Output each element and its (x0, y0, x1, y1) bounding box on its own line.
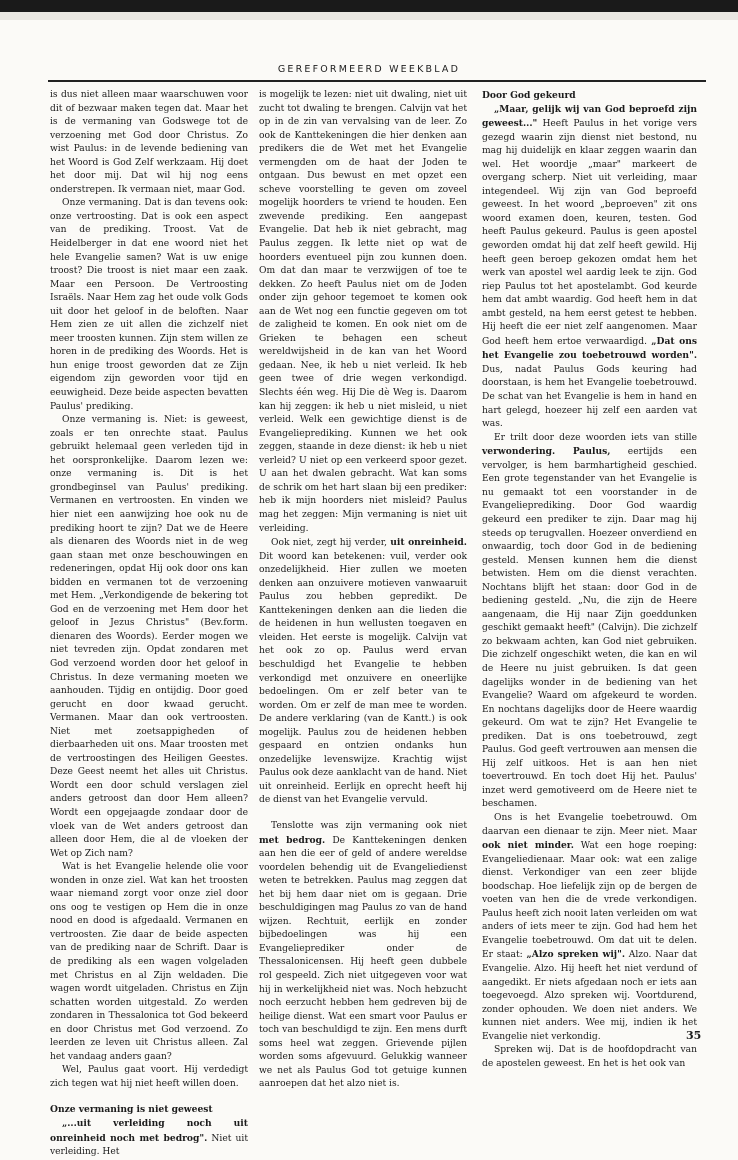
text: Niet uit verleiding. Het (50, 1133, 248, 1158)
journal-title: GEREFORMEERD WEEKBLAD (277, 64, 461, 75)
spacer (50, 1091, 248, 1103)
paragraph (482, 103, 697, 432)
paragraph: is mogelijk te lezen: niet uit dwaling, niet uit zucht tot dwaling te brengen. Calvijn vat het op in de zin van vervalsing van de leer. Zo ook de Kanttekeningen die hier denken aan predikers die de Wet met het Evangelie vermengden om de haat der Joden te ontgaan. Dus bewust en met opzet een scheve voorstelling te geven om zoveel mogelijk hoorders te vriend te houden. Een zwevende prediking. Een aangepast Evangelie. Dat heb ik niet gebracht, mag Paulus zeggen. Ik lette niet op wat de hoorders eventueel pijn zou kunnen doen. Om dat dan maar te verzwijgen of toe te dekken. Zo heeft Paulus niet om de Joden onder zijn gehoor tegemoet te komen ook aan de Wet nog een functie gegeven om tot de zaligheid te komen. En ook niet om de Grieken te behagen een scheut wereldwijsheid in de kan van het Woord gedaan. Nee, ik heb u niet verleid. Ik heb geen twee of drie wegen verkondigd. Slechts één weg. Hij Die dè Weg is. Daarom kan hij zeggen: ik heb u niet misleid, u niet verleid. Welk een gewichtige dienst is de Evangelieprediking. Kunnen we het ook zeggen, staande in deze dienst: ik heb u niet verleid? U niet op een verkeerd spoor gezet. U aan het dwalen gebracht. Wat kan soms de schrik om het hart slaan bij een prediker: heb ik mijn hoorders niet misleid? Paulus mag het zeggen: Mijn vermaning is niet uit verleiding. (259, 90, 467, 534)
paragraph: Wat is het Evangelie helende olie voor wonden in onze ziel. Wat kan het troosten waar niemand zorgt voor onze ziel door ons oog te vestigen op Hem die in onze nood en dood is afgedaald. Vermanen en vertroosten. Zie daar de beide aspecten van de prediking naar de Schrift. Daar is de prediking als een wagen volgeladen met Christus en al Zijn weldaden. Die wagen wordt uitgeladen. Christus en Zijn schatten worden uitgestald. Zo werden zondaren in Thessalonica tot God bekeerd en door Christus met God verzoend. Zo leerden ze leven uit Christus alleen. Zal het vandaag anders gaan? (50, 862, 248, 1062)
text: Tenslotte was zijn vermaning ook niet (271, 820, 467, 831)
text: Er trilt door deze woorden iets van stille (494, 432, 697, 443)
paragraph: Spreken wij. Dat is de hoofdopdracht van de apostelen geweest. En het is het ook van (482, 1045, 697, 1069)
bold-text: „Maar, gelijk wij van God beproefd zijn geweest..." (482, 103, 697, 130)
text: De Kanttekeningen denken aan hen die eer of geld of andere wereldse voordelen behendig uit de Evangeliedienst weten te betrekken. Paulus mag zeggen dat het bij hem daar niet om is gegaan. Drie beschuldigingen mag Paulus zo van de hand wijzen. Rechtuit, eerlijk en zonder bijbedoelingen was hij een Evangelieprediker onder de Thessalonicensen. Hij heeft geen dubbele rol gespeeld. Zich niet uitgegeven voor wat hij in werkelijkheid niet was. Noch hebzucht noch eerzucht hebben hem gedreven bij de heilige dienst. Wat een smart voor Paulus er toch van beschuldigd te zijn. Een mens durft soms heel wat zeggen. Grievende pijlen worden soms afgevuurd. Gelukkig wanneer we net als Paulus God tot getuige kunnen aanroepen dat het alzo niet is. (259, 835, 467, 1090)
column-1 (50, 89, 248, 1160)
paragraph (259, 820, 467, 1092)
text: eertijds een vervolger, is hem barmhartigheid geschied. Een grote tegenstander van het Evangelie is nu gemaakt tot een voorstander in de Evangelieprediking. Door God waardig gekeurd een prediker te zijn. Daar mag hij steeds op terugvallen. Hoezeer onverdiend en onwaardig, toch door God in de bediening gesteld. Mensen kunnen hem die dienst betwisten. Hem om die dienst verachten. Nochtans blijft het staan: door God in de bediening gesteld. „Nu, die zijn de Heere aangenaam, die Hij naar Zijn goeddunken geschikt gemaakt heeft" (Calvijn). Die zichzelf zo bekwaam achten, kan God niet gebruiken. Die zichzelf ongeschikt weten, die kan en wil de Heere nu juist gebruiken. Is dat geen dagelijks wonder in de bediening van het Evangelie? Waard om afgekeurd te worden. En nochtans dagelijks door de Heere waardig gekeurd. Om wat te zijn? Het Evangelie te prediken. Dat is ons toebetrouwd, zegt Paulus. God geeft vertrouwen aan mensen die Hij zelf uitkoos. Het is aan hen niet toevertrouwd. En toch doet Hij het. Paulus' inzet werd gemotiveerd om de Heere niet te beschamen. (482, 447, 697, 810)
column-2 (259, 89, 467, 1092)
paragraph (50, 1117, 248, 1160)
top-edge-shadow (0, 12, 738, 20)
bold-text: uit onreinheid. (390, 537, 467, 549)
bold-text: verwondering. Paulus, (482, 446, 611, 458)
column-3 (482, 89, 697, 1071)
text: Dus, nadat Paulus Gods keuring had doorstaan, is hem het Evangelie toebetrouwd. De schat van het Evangelie is hem in hand en hart gelegd, hoezeer hij zelf een aarden vat was. (482, 364, 697, 430)
bold-text: „Alzo spreken wij". (526, 949, 626, 961)
text: Ons is het Evangelie toebetrouwd. Om daarvan een dienaar te zijn. Meer niet. Maar (482, 812, 697, 837)
paragraph: is dus niet alleen maar waarschuwen voor dit of bezwaar maken tegen dat. Maar het is de vermaning van Godswege tot de verzoening met God door Christus. Zo wist Paulus: in de levende bediening van het Woord is God Zelf werkzaam. Hij doet het door mij. Dat wil hij nog eens onderstrepen. Ik vermaan niet, maar God. (50, 90, 248, 195)
paragraph: Onze vermaning. Dat is dan tevens ook: onze vertroosting. Dat is ook een aspect van de prediking. Troost. Vat de Heidelberger in dat ene woord niet het hele Evangelie samen? Wat is uw enige troost? Die troost is niet maar een zaak. Maar een Persoon. De Vertroosting Israëls. Naar Hem zag het oude volk Gods uit door het geloof in de beloften. Naar Hem zien ze uit allen die zichzelf niet meer troosten kunnen. Zijn stem willen ze horen in de prediking des Woords. Het is hun enige troost geworden dat ze Zijn eigendom zijn geworden voor tijd en eeuwigheid. Deze beide aspecten bevatten Paulus' prediking. (50, 198, 248, 412)
bold-text: „Dat ons het Evangelie zou toebetrouwd worden". (482, 335, 697, 362)
text: Heeft Paulus in het vorige vers gezegd waarin zijn dienst niet bestond, nu mag hij duidelijk en klaar zeggen waarin dan wel. Het woordje „maar" markeert de overgang scherp. Niet uit verleiding, maar integendeel. Wij zijn van God beproefd geweest. In het woord „beproeven" zit ons woord examen doen, keuren, testen. God heeft Paulus gekeurd. Paulus is geen apostel geworden omdat hij dat zelf heeft gewild. Hij heeft geen beroep gekozen omdat hem het werk van apostel wel aardig leek te zijn. God riep Paulus tot het apostelambt. God keurde hem dat ambt waardig. God heeft hem in dat ambt gesteld, na hem eerst getest te hebben. Hij heeft die eer niet zelf aangenomen. Maar God heeft hem ertoe verwaardigd. (482, 119, 697, 347)
header-rule (48, 80, 706, 82)
page-number: 35 (686, 1029, 702, 1042)
bold-text: met bedrog. (259, 834, 326, 846)
section-heading: Onze vermaning is niet geweest (50, 1104, 213, 1116)
paragraph (482, 432, 697, 812)
paragraph: Onze vermaning is. Niet: is geweest, zoals er ten onrechte staat. Paulus gebruikt helemaal geen verleden tijd in het oorspronkelijke. Daarom lezen we: onze vermaning is. Dit is het grondbeginsel van Paulus' prediking. Vermanen en vertroosten. En vinden we hier niet een aanwijzing hoe ook nu de prediking hoort te zijn? Dat we de Heere als dienaren des Woords niet in de weg gaan staan met onze beschouwingen en redeneringen, opdat Hij ook door ons kan bidden en vermanen tot de verzoening met Hem. „Verkondigende de bekering tot God en de verzoening met Hem door het geloof in Jezus Christus" (Bev.form. dienaren des Woords). Eerder mogen we niet tevreden zijn. Opdat zondaren met God verzoend worden door het geloof in Christus. In deze vermaning moeten we aanhouden. Tijdig en ontijdig. Door goed gerucht en door kwaad gerucht. Vermanen. Maar dan ook vertroosten. Niet met zoetsappigheden of dierbaarheden uit ons. Maar troosten met de vertroostingen des Heiligen Geestes. Deze Geest neemt het alles uit Christus. Wordt een door schuld verslagen ziel anders getroost dan door Hem alleen? Wordt een opgejaagde zondaar door de vloek van de Wet anders getroost dan alleen door Hem, die al de vloeken der Wet op Zich nam? (50, 415, 248, 859)
section-heading: Door God gekeurd (482, 90, 576, 101)
spacer (259, 808, 467, 820)
text: Ook niet, zegt hij verder, (271, 538, 391, 549)
paragraph (259, 536, 467, 808)
bold-text: ook niet minder. (482, 840, 574, 852)
top-edge-bar (0, 0, 738, 12)
text: Alzo. Naar dat Evangelie. Alzo. Hij heeft het niet verdund of aangedikt. Er niets afgedaan noch er iets aan toegevoegd. Alzo spreken wij. Voortdurend, zonder ophouden. We doen niet anders. We kunnen niet anders. Wee mij, indien ik het Evangelie niet verkondig. (482, 950, 697, 1042)
bold-text: „...uit verleiding noch uit onreinheid noch met bedrog". (50, 1118, 248, 1144)
paragraph (482, 812, 697, 1044)
paragraph: Wel, Paulus gaat voort. Hij verdedigt zich tegen wat hij niet heeft willen doen. (50, 1065, 248, 1089)
text: Wat een hoge roeping: Evangeliedienaar. Maar ook: wat een zalige dienst. Verkondiger van een zeer blijde boodschap. Hoe liefelijk zijn op de bergen de voeten van hen die de vrede verkondigen. Paulus heeft zich nooit laten verleiden om wat anders of iets meer te zijn. God had hem het Evangelie toebetrouwd. Om dat uit te delen. Er staat: (482, 841, 697, 961)
text: Dit woord kan betekenen: vuil, verder ook onzedelijkheid. Hier zullen we moeten denken aan onzuivere motieven vanwaaruit Paulus zou hebben gepredikt. De Kanttekeningen denken aan die lieden die de heidenen in hun wellusten toegaven en vleiden. Het eerste is mogelijk. Calvijn vat het ook zo op. Paulus werd ervan beschuldigd het Evangelie te hebben verkondigd met onzuivere en oneerlijke bedoelingen. Om er zelf beter van te worden. Om er zelf de man mee te worden. De andere verklaring (van de Kantt.) is ook mogelijk. Paulus zou de heidenen hebben gespaard en ontzien ondanks hun onzedelijke levenswijze. Krachtig wijst Paulus ook deze aanklacht van de hand. Niet uit onreinheid. Eerlijk en oprecht heeft hij de dienst van het Evangelie vervuld. (259, 551, 467, 806)
